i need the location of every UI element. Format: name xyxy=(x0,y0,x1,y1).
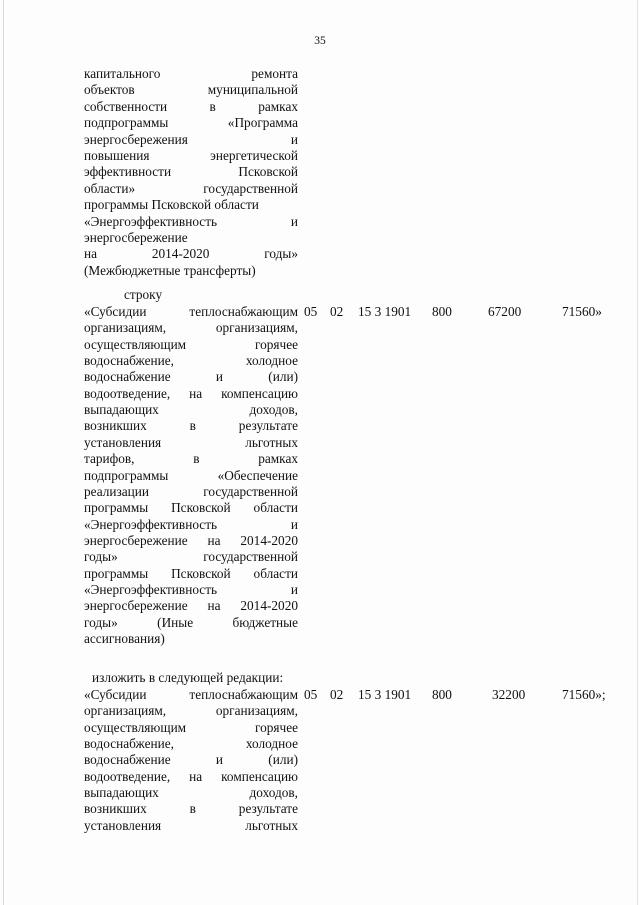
table-row-text-line: «Энергоэффективность и xyxy=(84,581,298,597)
table-row-text-line: осуществляющим горячее xyxy=(84,336,298,352)
table-row-text-line: энергосбережение на 2014-2020 xyxy=(84,598,298,614)
table-row-text-line: программы Псковской области xyxy=(84,500,298,516)
table-row-text-line: водоснабжение, холодное xyxy=(84,353,298,369)
table-row-text-line: организациям, организациям, xyxy=(84,320,298,336)
cell-sum-2: 71560»; xyxy=(562,687,606,702)
table-row-text-line: подпрограммы «Обеспечение xyxy=(84,467,298,483)
table-row-text-line: установления льготных xyxy=(84,817,298,833)
cell-csr: 15 3 1901 xyxy=(358,304,412,319)
table-row-text-line: водоснабжение и (или) xyxy=(84,752,298,768)
cell-sum-1: 67200 xyxy=(488,304,522,319)
text-line: «Энергоэффективность и xyxy=(84,213,298,229)
table-row-text-line: водоотведение, на компенсацию xyxy=(84,385,298,401)
cell-rz: 05 xyxy=(304,687,318,702)
table-row-text-line: организациям, организациям, xyxy=(84,703,298,719)
text-line: повышения энергетической xyxy=(84,148,298,163)
table-row-text-line: выпадающих доходов, xyxy=(84,785,298,801)
text-line: эффективности Псковской xyxy=(84,164,298,180)
table-row-text-line: выпадающих доходов, xyxy=(84,402,298,418)
table-row-text-line: энергосбережение на 2014-2020 xyxy=(84,532,298,548)
table-row-text-line: «Энергоэффективность и xyxy=(84,516,298,532)
cell-vr: 800 xyxy=(432,687,452,702)
text-line: объектов муниципальной xyxy=(84,82,298,98)
table-row-text-line: «Субсидии теплоснабжающим xyxy=(84,687,298,702)
table-row-text-line: программы Псковской области xyxy=(84,565,298,581)
label-edit: изложить в следующей редакции: xyxy=(92,670,284,685)
text-line: капитального ремонта xyxy=(84,66,298,81)
cell-pr: 02 xyxy=(330,304,344,319)
text-line: области» государственной xyxy=(84,180,298,196)
cell-sum-2: 71560» xyxy=(562,304,602,319)
page-number: 35 xyxy=(314,35,326,47)
table-row-text-line: возникших в результате xyxy=(84,801,298,817)
label-stroku: строку xyxy=(124,287,163,302)
text-line: энергосбережения и xyxy=(84,131,298,147)
table-row-text-line: водоснабжение и (или) xyxy=(84,369,298,385)
scan-edge-left xyxy=(3,0,4,905)
cell-csr: 15 3 1901 xyxy=(358,687,412,702)
table-row-text-line: водоотведение, на компенсацию xyxy=(84,768,298,784)
scan-edge-right xyxy=(637,0,638,905)
table-row-text-line: реализации государственной xyxy=(84,483,298,499)
table-row-text-line: ассигнования) xyxy=(84,631,165,646)
text-line: подпрограммы «Программа xyxy=(84,115,298,131)
cell-rz: 05 xyxy=(304,304,318,319)
table-row-text-line: годы» государственной xyxy=(84,549,298,565)
text-line: энергосбережение xyxy=(84,230,188,245)
cell-vr: 800 xyxy=(432,304,452,319)
cell-sum-1: 32200 xyxy=(492,687,526,702)
table-row-text-line: возникших в результате xyxy=(84,418,298,434)
table-row-text-line: «Субсидии теплоснабжающим xyxy=(84,304,298,319)
table-row-text-line: водоснабжение, холодное xyxy=(84,736,298,752)
table-row-text-line: осуществляющим горячее xyxy=(84,719,298,735)
table-row-text-line: годы» (Иные бюджетные xyxy=(84,614,298,630)
text-line: (Межбюджетные трансферты) xyxy=(84,262,256,278)
table-row-text-line: установления льготных xyxy=(84,434,298,450)
text-line: на 2014-2020 годы» xyxy=(84,246,298,262)
table-row-text-line: тарифов, в рамках xyxy=(84,451,298,467)
cell-pr: 02 xyxy=(330,687,344,702)
text-line: программы Псковской области xyxy=(84,197,259,213)
text-line: собственности в рамках xyxy=(84,98,298,114)
